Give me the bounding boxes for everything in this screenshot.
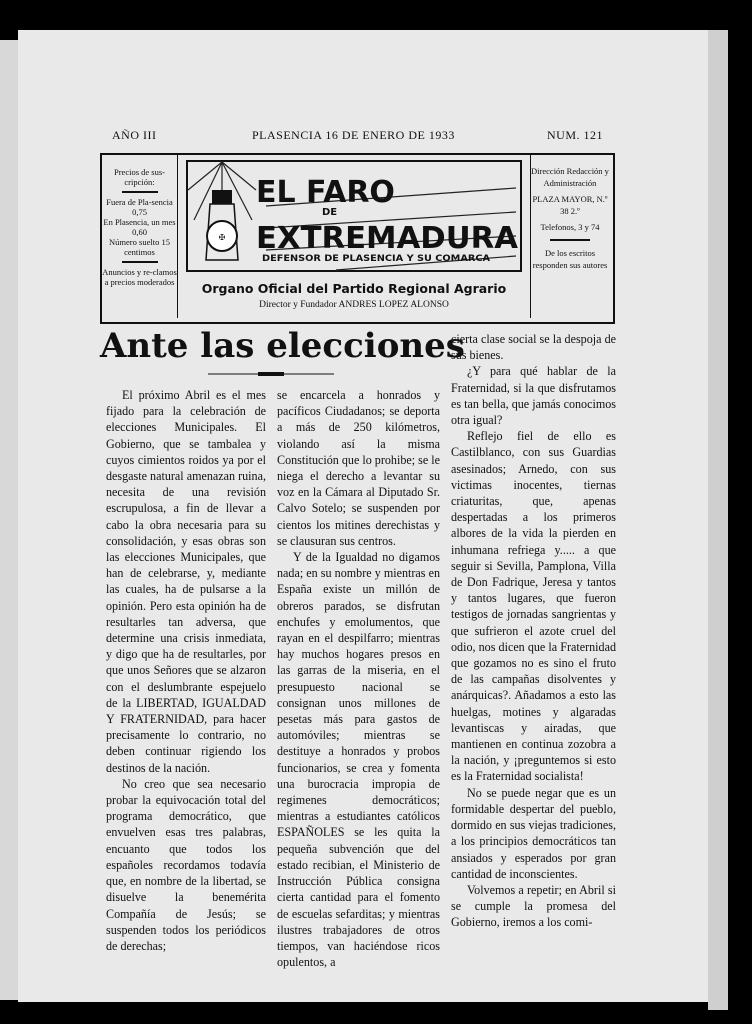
paragraph: Volvemos a repetir; en Abril si se cumple la promesa del Gobierno, iremos a los comi- [451, 882, 616, 930]
subscription-panel [102, 155, 178, 318]
article-column-2 [277, 387, 440, 970]
director-line: Director y Fundador ANDRES LOPEZ ALONSO [259, 300, 449, 310]
divider [122, 261, 158, 263]
issue-number: NUM. 121 [547, 128, 604, 142]
paragraph: El próximo Abril es el mes fijado para la celebración de elecciones Municipales. El Gobierno, que se tambalea y cuyos cimientos roidos ya por el desgaste natural amenazan ruina, necesita de una revisión escrupulosa, a fin de llevar a cabo la obra necesaria para su consolidación, y esas obras son las elecciones Municipales, que han de celebrarse, y, mediante las cuales, ha de pulsarse a la opinión. Pero esta opinión ha de resultarles tan adversa, que determine una crisis inmediata, y digo que ha de resultarles, por que unos Señores que se alzaron con el deslumbrante espejuelo de la LIBERTAD, IGUALDAD Y FRATERNIDAD, para hacer precisamente lo contrario, no deben continuar rigiendo los destinos de la nación. [106, 388, 266, 775]
administration-panel [530, 155, 609, 318]
svg-text:✠: ✠ [218, 233, 226, 242]
paragraph: se encarcela a honrados y pacíficos Ciudadanos; se deporta a más de 250 kilómetros, violando así la misma Constitución que lo prohibe; se le niega el derecho a levantar su voz en la Cámara al Diputado Sr. Calvo Sotelo; se suspenden por cientos los mitines derechistas y se clausuran sus centros. [277, 388, 440, 548]
masthead-tagline: DEFENSOR DE PLASENCIA Y SU COMARCA [262, 254, 491, 264]
divider [550, 239, 590, 241]
subscription-title: Precios de sus-cripción: [114, 167, 165, 187]
admin-office: Dirección Redacción y Administración [531, 166, 609, 188]
paragraph: No se puede negar que es un formidable despertar del pueblo, dormido en sus viejas tradiciones, a los principios democráticos tan ansiados y esperados por gran cantidad de inconscientes. [451, 785, 616, 881]
article-title: Ante las elecciones [100, 326, 465, 366]
paragraph: Y de la Igualdad no digamos nada; en su nombre y mientras en España existe un millón de obreros parados, se disfrutan enchufes y emolumentos, que rayan en el despilfarro; mientras hay muchos hogares presos en las garras de la miseria, en el presupuesto nacional se consignan unos millones de pesetas más para gastos de automóviles; mientras se destituye a honrados y probos funcionarios, se crea y fomenta una burocracia impropia de regimenes democráticos; mientras a estudiantes católicos ESPAÑOLES se les quita la pequeña subvención que del estado recibian, el Ministerio de Instrucción Pública consigna cierta cantidad para el fomento de escuelas sefarditas; y mientras ilustres trabajadores de otros tiempos, van haciéndose ricos opulentos, a [277, 550, 440, 970]
article-column-3 [451, 331, 616, 931]
article-column-1 [106, 387, 266, 954]
masthead-name-top: EL FARO [256, 175, 395, 210]
paragraph: Reflejo fiel de ello es Castilblanco, con sus Guardias asesinados; Arnedo, con sus victimas inocentes, tiernas criaturitas, que, apenas despertadas a los primeros albores de la vida la pierden en inhumana refriega y..... a que seguir si Sevilla, Pamplona, Villa de Don Fadrique, Jeresa y tantos y tantos lugares, que fueron testigos de jornadas sangrientas y que sufrieron el azote cruel del odio, nos dicen que la Fraternidad que gozamos no es sino el fruto de las campañas disolventes y anárquicas?. Añadamos a esto las huelgas, motines y algaradas levantiscas y airadas, que mantienen en continua zozobra a la nación, y ¡preguntemos si esto es la Fraternidad socialista! [451, 429, 616, 784]
dateline: PLASENCIA 16 DE ENERO DE 1933 [252, 128, 455, 142]
left-page-edge [0, 40, 18, 1000]
organ-subtitle: Organo Oficial del Partido Regional Agrario [201, 281, 507, 296]
subscription-ads: Anuncios y re-clamos a precios moderados [102, 267, 177, 287]
divider [122, 191, 158, 193]
admin-address: PLAZA MAYOR, N.º 38 2.º [532, 194, 608, 216]
masthead-logo [186, 160, 522, 272]
subscription-single: Número suelto 15 centimos [109, 237, 170, 257]
paragraph: No creo que sea necesario probar la equivocación total del programa democrático, que envuelven esas tres palabras, encuanto que todos los españoles recordamos todavía que, en nombre de la libertad, se disuelve la benemérita Compañía de Jesús; se suspenden todos los periódicos de derechas; [106, 776, 266, 953]
admin-phones: Telefonos, 3 y 74 [540, 222, 600, 232]
subscription-outside: Fuera de Pla-sencia 0,75 [106, 197, 173, 217]
paragraph: cierta clase social se la despoja de sus bienes. [451, 332, 616, 363]
title-ornament [208, 371, 334, 377]
admin-disclaimer: De los escritos responden sus autores [532, 248, 608, 270]
right-page-edge [708, 30, 728, 1010]
subscription-local: En Plasencia, un mes 0,60 [103, 217, 176, 237]
issue-year: AÑO III [112, 128, 157, 142]
masthead-name-de: DE [322, 207, 338, 218]
paragraph: ¿Y para qué hablar de la Fraternidad, si la que disfrutamos es tan bella, que jamás conocimos otra igual? [451, 364, 616, 428]
masthead-name-bottom: EXTREMADURA [256, 221, 519, 256]
